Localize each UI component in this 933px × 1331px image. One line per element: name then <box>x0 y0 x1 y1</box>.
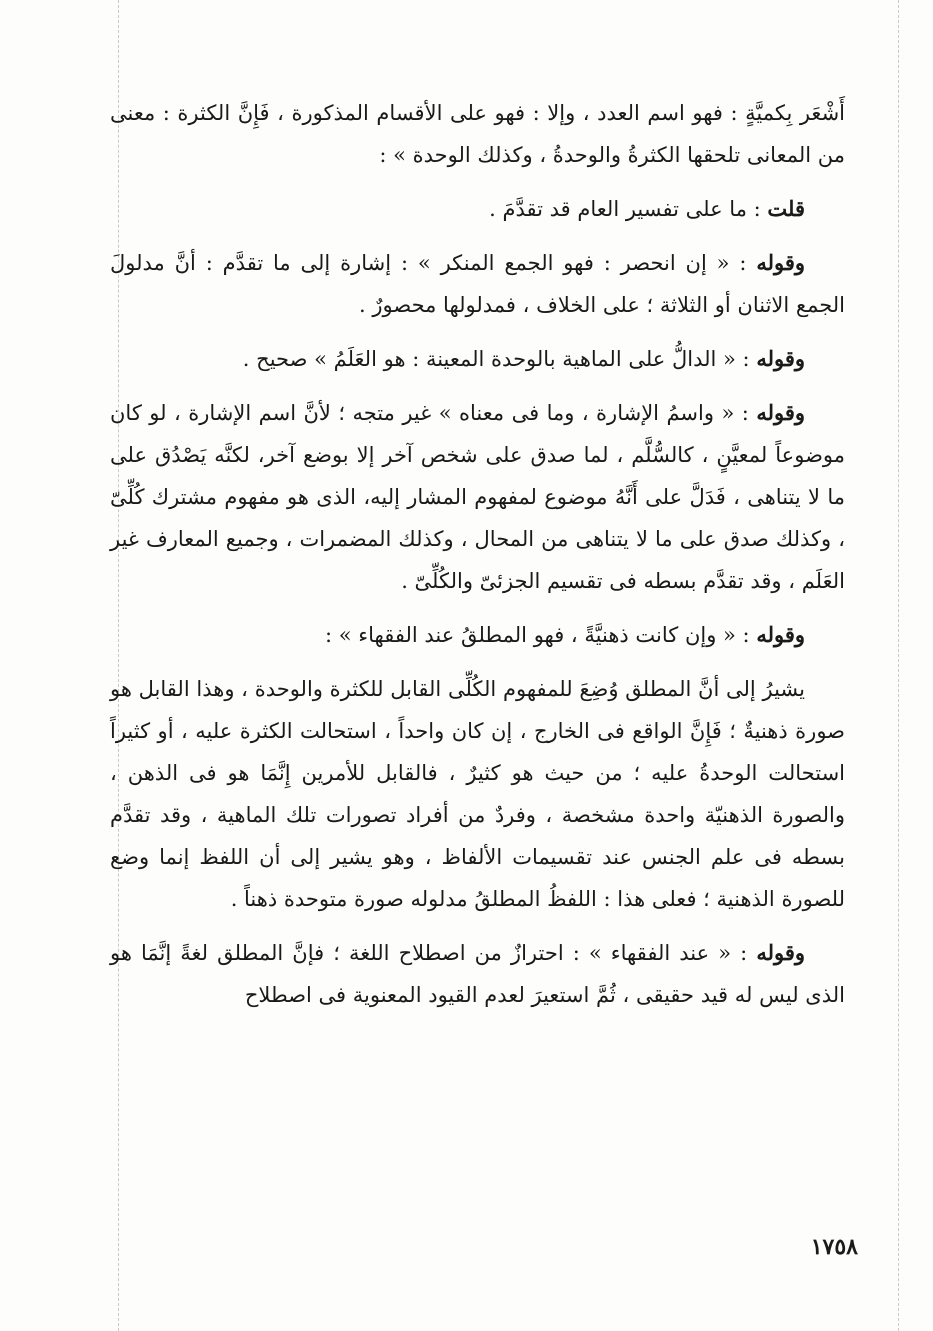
paragraph-1 <box>110 92 845 176</box>
paragraph-6 <box>110 614 845 656</box>
paragraph-text: : « عند الفقهاء » : احترازٌ من اصطلاح اللغة ؛ فإنَّ المطلق لغةً إنَّمَا هو الذى ليس له قيد حقيقى ، ثُمَّ استعيرَ لعدم القيود المعنوية فى اصطلاح <box>110 941 845 1007</box>
paragraph-lead: وقوله <box>756 622 805 647</box>
paragraph-7 <box>110 668 845 920</box>
paragraph-3 <box>110 242 845 326</box>
paragraph-text: : « الدالُّ على الماهية بالوحدة المعينة : هو العَلَمُ » صحيح . <box>242 347 757 371</box>
page-fold-line-right <box>898 0 899 1331</box>
paragraph-8 <box>110 932 845 1016</box>
paragraph-text: : ما على تفسير العام قد تقدَّمَ . <box>489 197 768 221</box>
paragraph-lead: وقوله <box>756 400 805 425</box>
paragraph-lead: وقوله <box>756 940 805 965</box>
paragraph-5 <box>110 392 845 602</box>
paragraph-2 <box>110 188 845 230</box>
paragraph-text: : « واسمُ الإشارة ، وما فى معناه » غير متجه ؛ لأنَّ اسم الإشارة ، لو كان موضوعاً لمعيَّنٍ ، كالسُّلَّم ، لما صدق على شخص آخر إلا بوضع آخر، لكنَّه يَصْدُق على ما لا يتناهى ، فَدَلَّ على أَنَّهُ موضوع لمفهوم المشار إليه، الذى هو مفهوم مشترك كُلِّىّ ، وكذلك صدق على ما لا يتناهى من المحال ، وكذلك المضمرات ، وجميع المعارف غير العَلَم ، وقد تقدَّم بسطه فى تقسيم الجزئىّ والكُلِّىّ . <box>110 401 845 593</box>
paragraph-text: يشيرُ إلى أنَّ المطلق وُضِعَ للمفهوم الكُلِّى القابل للكثرة والوحدة ، وهذا القابل هو صورة ذهنيةٌ ؛ فَإِنَّ الواقع فى الخارج ، إن كان واحداً ، استحالت الكثرة عليه ، أو كثيراً استحالت الوحدةُ عليه ؛ من حيث هو كثيرٌ ، فالقابل للأمرين إِنَّمَا هو فى الذهن ، والصورة الذهنيّة واحدة مشخصة ، وفردٌ من أفراد تصورات تلك الماهية ، وقد تقدَّم بسطه فى علم الجنس عند تقسيمات الألفاظ ، وهو يشير إلى أن اللفظ إنما وضع للصورة الذهنية ؛ فعلى هذا : اللفظُ المطلقُ مدلوله صورة متوحدة ذهناً . <box>110 677 845 911</box>
paragraph-lead: قلت <box>767 196 805 221</box>
paragraph-lead: وقوله <box>756 250 805 275</box>
paragraph-text: أَشْعَر بِكميَّةٍ : فهو اسم العدد ، وإلا : فهو على الأقسام المذكورة ، فَإِنَّ الكثرة : معنى من المعانى تلحقها الكثرةُ والوحدةُ ، وكذلك الوحدة » : <box>110 101 845 167</box>
paragraph-4 <box>110 338 845 380</box>
page-number: ١٧٥٨ <box>810 1234 858 1260</box>
paragraph-lead: وقوله <box>756 346 805 371</box>
paragraph-text: : « وإن كانت ذهنيَّةً ، فهو المطلقُ عند الفقهاء » : <box>325 623 757 647</box>
page-body <box>110 92 845 1028</box>
paragraph-text: : « إن انحصر : فهو الجمع المنكر » : إشارة إلى ما تقدَّم : أنَّ مدلولَ الجمع الاثنان أو الثلاثة ؛ على الخلاف ، فمدلولها محصورٌ . <box>110 251 845 317</box>
